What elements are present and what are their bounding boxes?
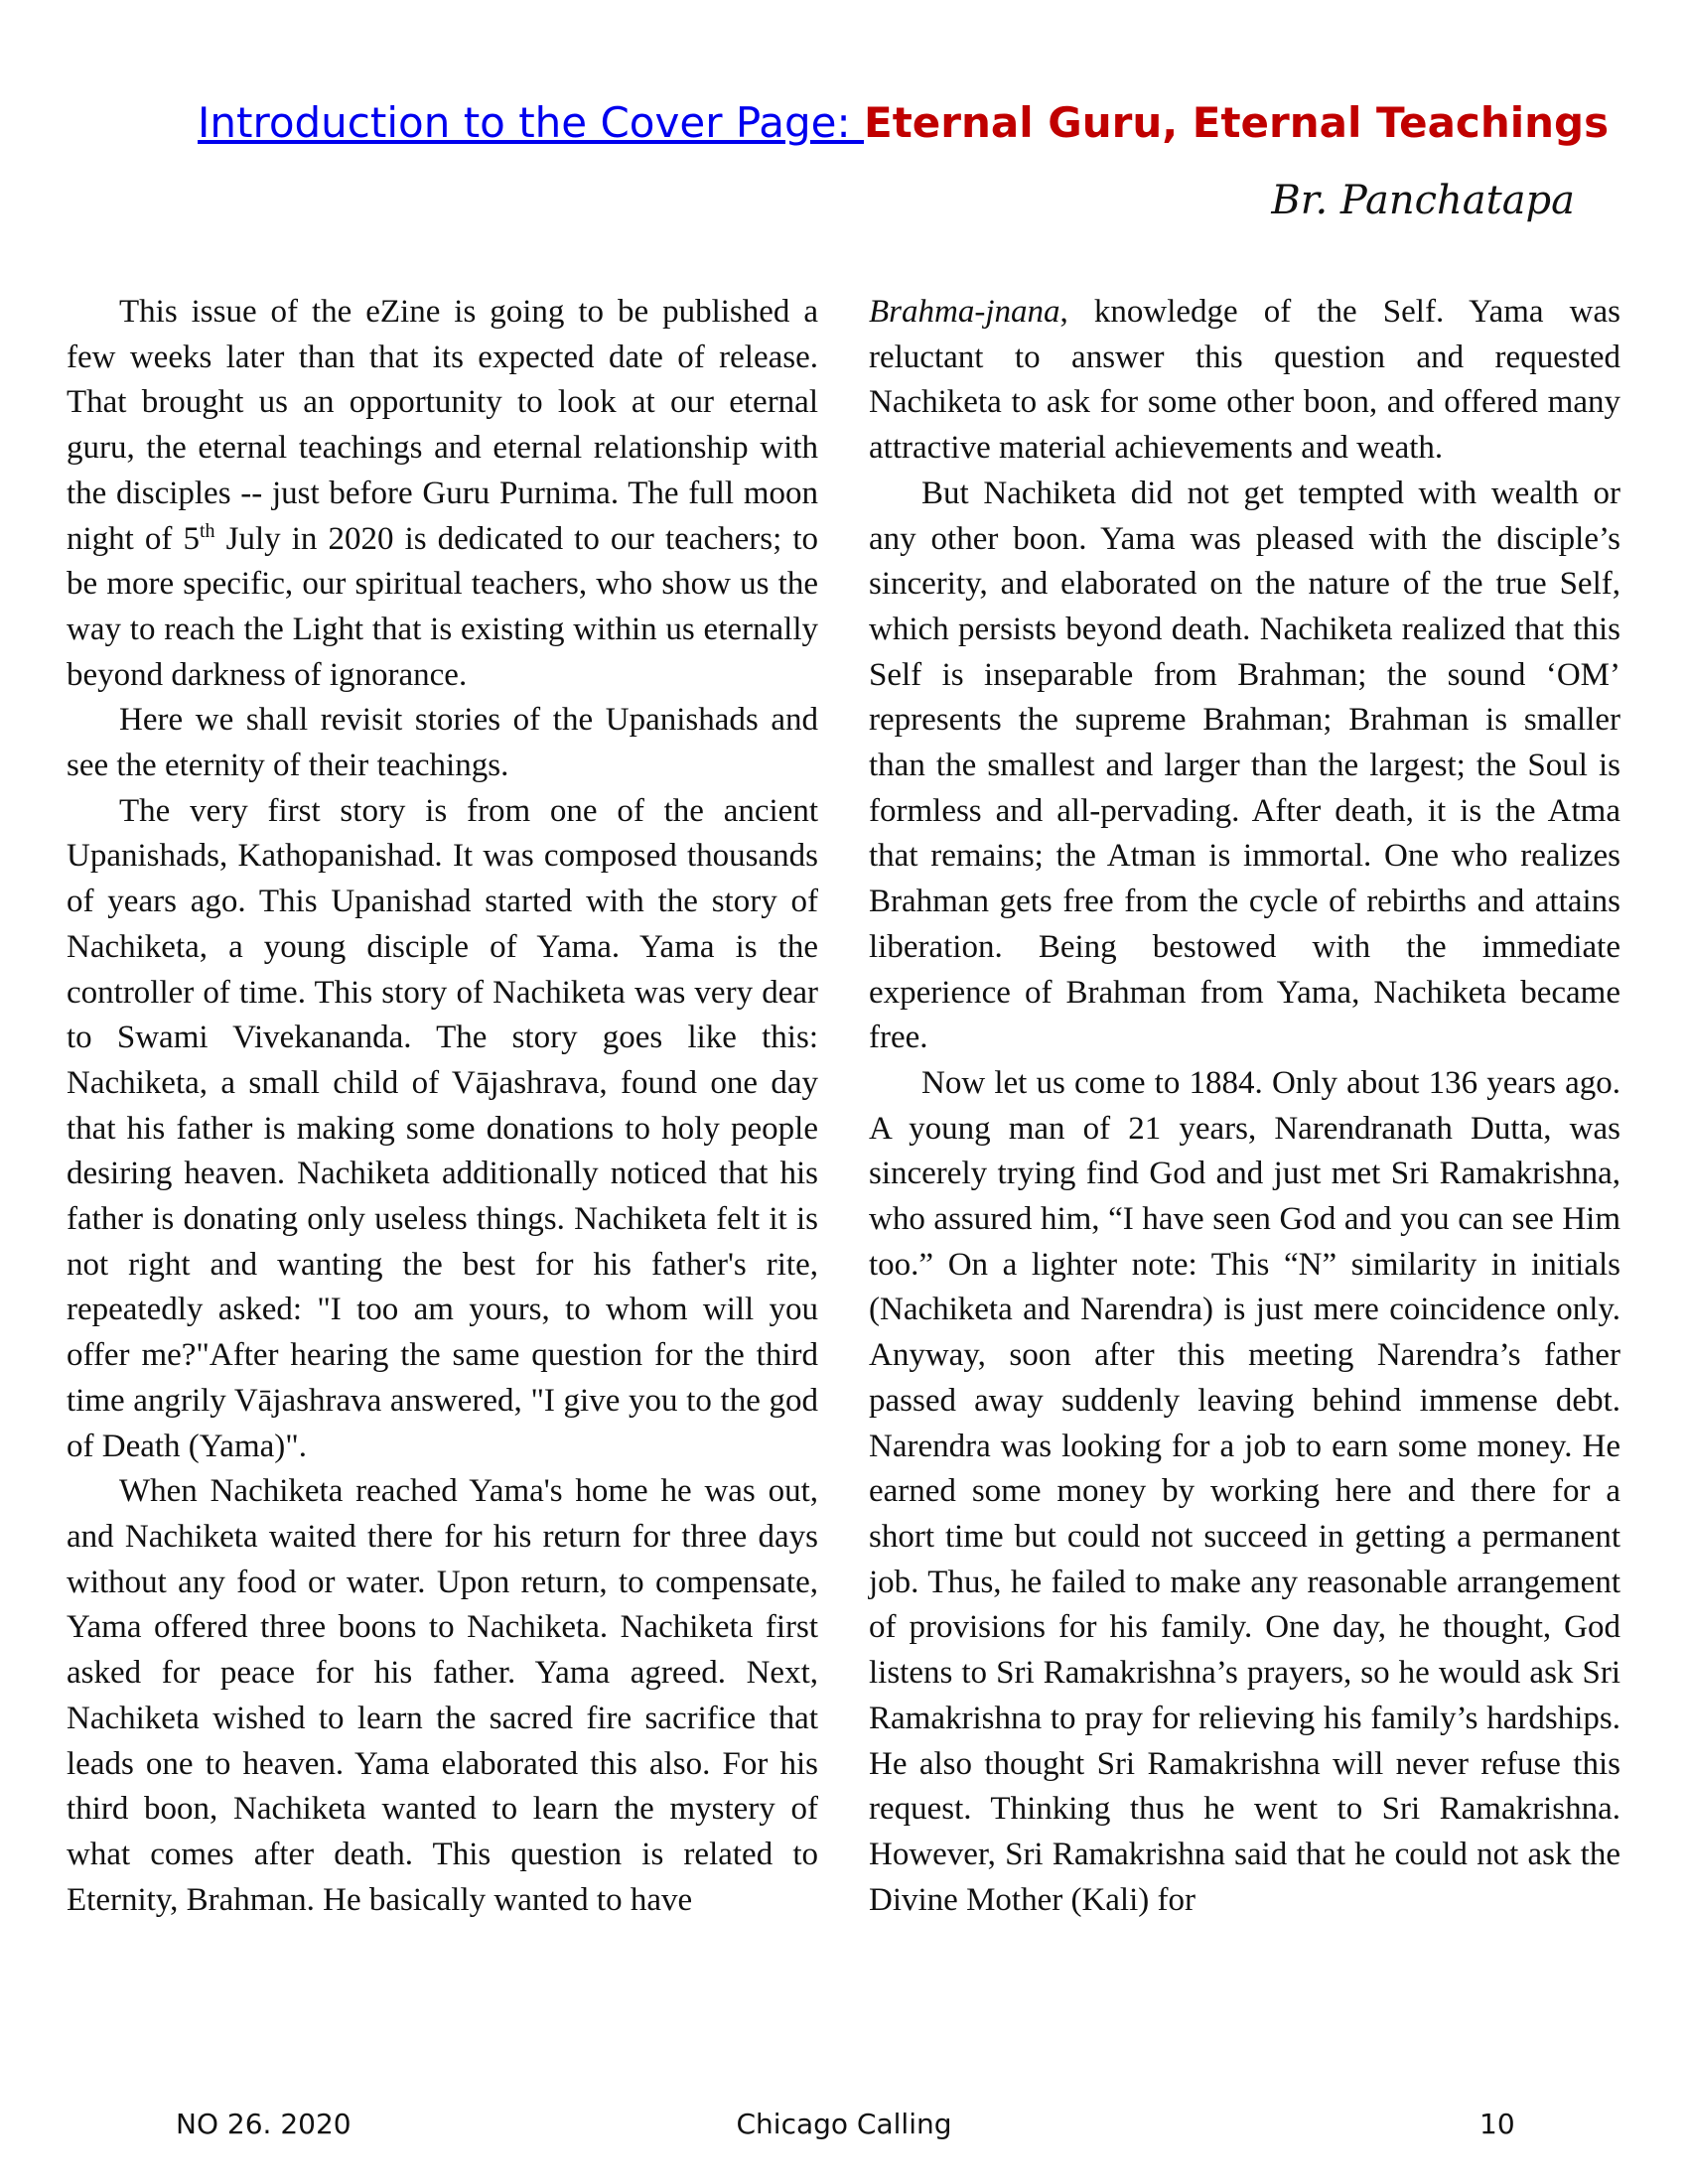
page-title xyxy=(198,97,1610,149)
author-byline: Br. Panchatapa xyxy=(1271,178,1575,223)
paragraph: The very first story is from one of the ancient Upanishads, Kathopanishad. It was composed thousands of years ago. This Upanishad started with the story of Nachiketa, a young disciple of Yama. Yama is the controller of time. This story of Nachiketa was very dear to Swami Vivekananda. The story goes like this: Nachiketa, a small child of Vājashrava, found one day that his father is making some donations to holy people desiring heaven. Nachiketa additionally noticed that his father is donating only useless things. Nachiketa felt it is not right and wanting the best for his father's rite, repeatedly asked: "I too am yours, to whom will you offer me?"After hearing the same question for the third time angrily Vājashrava answered, "I give you to the god of Death (Yama)". xyxy=(67,792,818,1464)
left-column xyxy=(67,290,818,1923)
footer-page-number: 10 xyxy=(1479,2108,1515,2140)
footer-publication: Chicago Calling xyxy=(736,2108,952,2140)
paragraph: But Nachiketa did not get tempted with wealth or any other boon. Yama was pleased with the disciple’s sincerity, and elaborated on the nature of the true Self, which persists beyond death. Nachiketa realized that this Self is inseparable from Brahman; the sound ‘OM’ represents the supreme Brahman; Brahman is smaller than the smallest and larger than the largest; the Soul is formless and all-pervading. After death, it is the Atma that remains; the Atman is immortal. One who realizes Brahman gets free from the cycle of rebirths and attains liberation. Being bestowed with the immediate experience of Brahman from Yama, Nachiketa became free. xyxy=(869,475,1620,1056)
footer-issue: NO 26. 2020 xyxy=(176,2108,352,2140)
paragraph: Now let us come to 1884. Only about 136 years ago. A young man of 21 years, Narendranath Dutta, was sincerely trying find God and just met Sri Ramakrishna, who assured him, “I have seen God and you can see Him too.” On a lighter note: This “N” similarity in initials (Nachiketa and Narendra) is just mere coincidence only. Anyway, soon after this meeting Narendra’s father passed away suddenly leaving behind immense debt. Narendra was looking for a job to earn some money. He earned some money by working here and there for a short time but could not succeed in getting a permanent job. Thus, he failed to make any reasonable arrangement of provisions for his family. One day, he thought, God listens to Sri Ramakrishna’s prayers, so he would ask Sri Ramakrishna to pray for relieving his family’s hardships. He also thought Sri Ramakrishna will never refuse this request. Thinking thus he went to Sri Ramakrishna. However, Sri Ramakrishna said that he could not ask the Divine Mother (Kali) for xyxy=(869,1064,1620,1918)
right-column xyxy=(869,290,1620,1923)
article-title: Eternal Guru, Eternal Teachings xyxy=(864,98,1610,147)
paragraph: Brahma-jnana, knowledge of the Self. Yama was reluctant to answer this question and requested Nachiketa to ask for some other boon, and offered many attractive material achievements and weath. xyxy=(869,294,1620,467)
paragraph: Here we shall revisit stories of the Upanishads and see the eternity of their teachings. xyxy=(67,702,818,784)
paragraph: This issue of the eZine is going to be published a few weeks later than that its expected date of release. That brought us an opportunity to look at our eternal guru, the eternal teachings and eternal relationship with the disciples -- just before Guru Purnima. The full moon night of 5th July in 2020 is dedicated to our teachers; to be more specific, our spiritual teachers, who show us the way to reach the Light that is existing within us eternally beyond darkness of ignorance. xyxy=(67,294,819,693)
superscript: th xyxy=(200,519,215,542)
paragraph: When Nachiketa reached Yama's home he was out, and Nachiketa waited there for his return for three days without any food or water. Upon return, to compensate, Yama offered three boons to Nachiketa. Nachiketa first asked for peace for his father. Yama agreed. Next, Nachiketa wished to learn the sacred fire sacrifice that leads one to heaven. Yama elaborated this also. For his third boon, Nachiketa wanted to learn the mystery of what comes after death. This question is related to Eternity, Brahman. He basically wanted to have xyxy=(67,1473,818,1918)
cover-page-link[interactable]: Introduction to the Cover Page: xyxy=(198,98,864,147)
italic-term: Brahma-jnana xyxy=(869,294,1060,330)
